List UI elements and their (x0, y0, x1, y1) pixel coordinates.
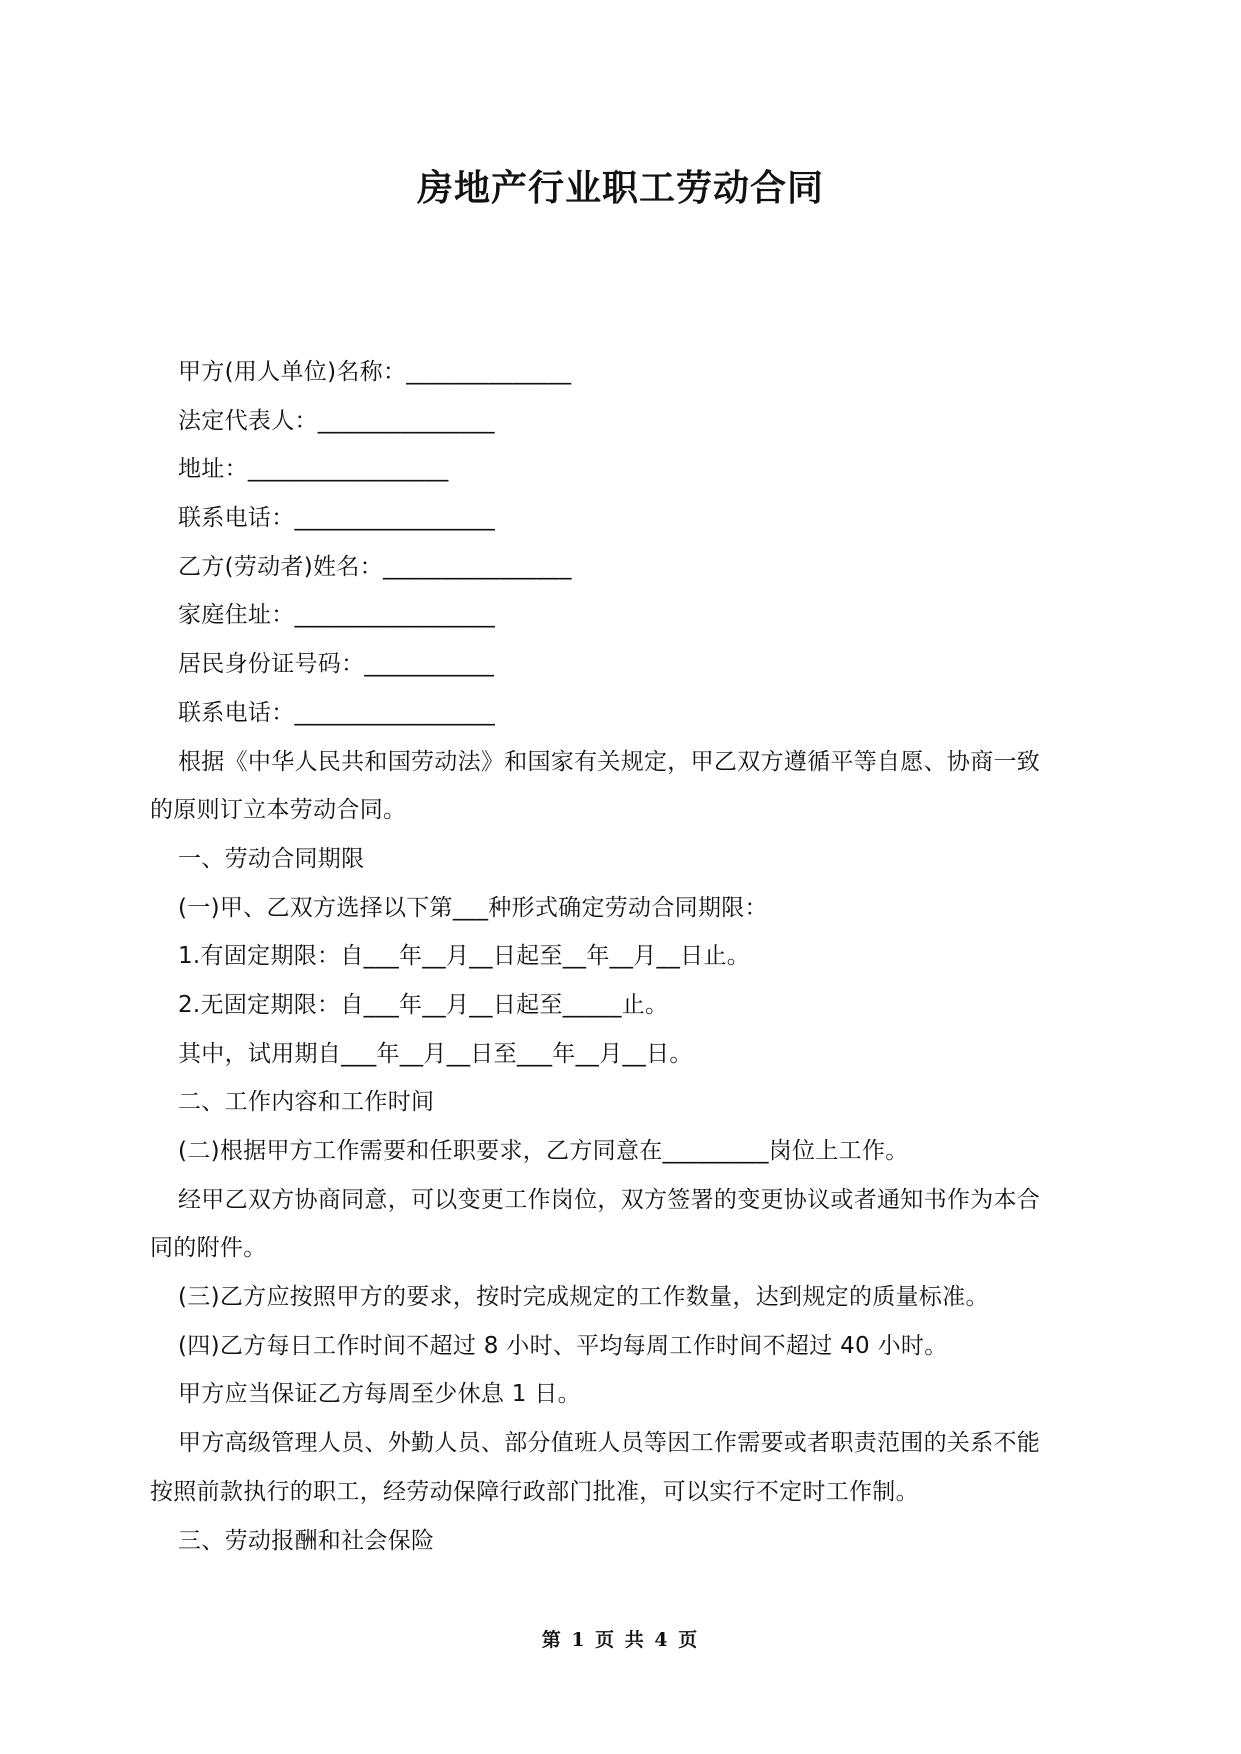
document-body (150, 348, 1095, 1565)
field-party-a-phone: 联系电话：_________________ (178, 505, 496, 532)
field-address: 地址：_________________ (178, 456, 449, 483)
paragraph-line: 按照前款执行的职工，经劳动保障行政部门批准，可以实行不定时工作制。 (150, 1478, 919, 1505)
field-id-number: 居民身份证号码：___________ (178, 651, 495, 678)
paragraph-line: 其中，试用期自___年__月__日至___年__月__日。 (178, 1040, 693, 1067)
paragraph-line: (一)甲、乙双方选择以下第___种形式确定劳动合同期限： (178, 894, 768, 921)
field-home-address: 家庭住址：_________________ (178, 602, 496, 629)
section-heading: 二、工作内容和工作时间 (178, 1089, 435, 1116)
section-heading: 一、劳动合同期限 (178, 845, 365, 872)
document-title: 房地产行业职工劳动合同 (416, 168, 824, 209)
field-party-b-name: 乙方(劳动者)姓名：________________ (178, 553, 572, 580)
field-legal-representative: 法定代表人：_______________ (178, 407, 495, 434)
paragraph-line: (三)乙方应按照甲方的要求，按时完成规定的工作数量，达到规定的质量标准。 (178, 1284, 989, 1311)
paragraph-line: 甲方高级管理人员、外勤人员、部分值班人员等因工作需要或者职责范围的关系不能 (178, 1430, 1041, 1457)
paragraph-line: 1.有固定期限：自___年__月__日起至__年__月__日止。 (178, 943, 751, 970)
paragraph-line: (二)根据甲方工作需要和任职要求，乙方同意在_________岗位上工作。 (178, 1138, 909, 1164)
section-heading: 三、劳动报酬和社会保险 (178, 1527, 435, 1554)
page-number-footer: 第 1 页 共 4 页 (541, 1629, 700, 1651)
paragraph-line: 甲方应当保证乙方每周至少休息 1 日。 (178, 1381, 581, 1408)
paragraph-line: (四)乙方每日工作时间不超过 8 小时、平均每周工作时间不超过 40 小时。 (178, 1332, 948, 1359)
paragraph-line: 的原则订立本劳动合同。 (150, 797, 407, 824)
paragraph-line: 2.无固定期限：自___年__月__日起至_____止。 (178, 991, 669, 1018)
paragraph-line: 经甲乙双方协商同意，可以变更工作岗位，双方签署的变更协议或者通知书作为本合 (178, 1186, 1041, 1213)
field-party-a-name: 甲方(用人单位)名称：______________ (178, 359, 572, 385)
field-party-b-phone: 联系电话：_________________ (178, 699, 496, 726)
paragraph-line: 同的附件。 (150, 1235, 267, 1262)
paragraph-line: 根据《中华人民共和国劳动法》和国家有关规定，甲乙双方遵循平等自愿、协商一致 (178, 748, 1041, 775)
